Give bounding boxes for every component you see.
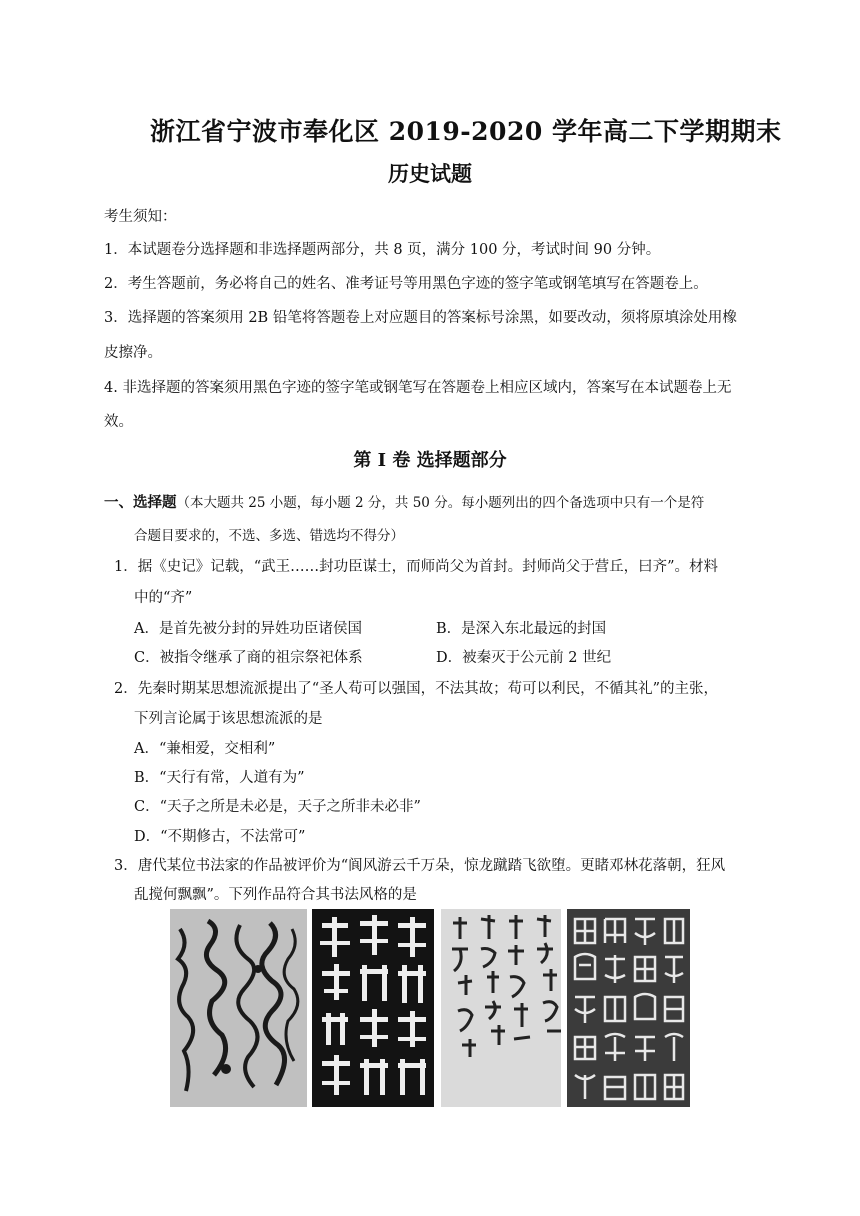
notice-item-2: 2．考生答题前，务必将自己的姓名、准考证号等用黑色字迹的签字笔或钢笔填写在答题卷上。 (104, 276, 708, 292)
notice-item-1: 1．本试题卷分选择题和非选择题两部分，共 8 页，满分 100 分，考试时间 90 分钟。 (104, 242, 661, 258)
q1-option-b: B．是深入东北最远的封国 (436, 621, 607, 637)
q2-option-d: D．“不期修古，不法常可” (134, 829, 306, 845)
notice-heading: 考生须知： (104, 209, 177, 225)
part-desc-1: （本大题共 25 小题，每小题 2 分，共 50 分。每小题列出的四个备选项中只有一个是符 (176, 495, 705, 511)
q2-stem-line-2: 下列言论属于该思想流派的是 (134, 711, 323, 727)
q1-stem-line-2: 中的“齐” (134, 590, 193, 606)
q1-stem-line-1: 1．据《史记》记载，“武王……封功臣谋士，而师尚父为首封。封师尚父于营丘，曰齐”。材料 (114, 559, 719, 575)
page-subtitle: 历史试题 (388, 161, 472, 186)
notice-item-3-cont: 皮擦净。 (104, 345, 162, 361)
notice-item-4: 4. 非选择题的答案须用黑色字迹的签字笔或钢笔写在答题卷上相应区域内，答案写在本试题卷上无 (104, 380, 732, 396)
q1-option-d: D．被秦灭于公元前 2 世纪 (436, 650, 612, 666)
q2-option-a: A．“兼相爱，交相利” (134, 741, 276, 757)
q3-stem-line-2: 乱搅何飘飘”。下列作品符合其书法风格的是 (134, 887, 417, 903)
notice-item-4-cont: 效。 (104, 414, 133, 430)
calligraphy-image-regular (312, 909, 434, 1107)
notice-item-3: 3．选择题的答案须用 2B 铅笔将答题卷上对应题目的答案标号涂黑，如要改动，须将原填涂处用橡 (104, 310, 737, 326)
calligraphy-image-cursive (170, 909, 307, 1107)
part-header (104, 491, 704, 512)
q2-stem-line-1: 2．先秦时期某思想流派提出了“圣人苟可以强国，不法其故；苟可以利民，不循其礼”的主张， (114, 681, 719, 697)
calligraphy-image-running (441, 909, 561, 1107)
q2-option-c: C．“天子之所是未必是，天子之所非未必非” (134, 799, 421, 815)
q3-stem-line-1: 3．唐代某位书法家的作品被评价为“阆风游云千万朵，惊龙蹴踏飞欲堕。更睹邓林花落朝，狂风 (114, 858, 726, 874)
section-title: 第 Ⅰ 卷 选择题部分 (353, 450, 507, 471)
q1-option-a: A．是首先被分封的异姓功臣诸侯国 (134, 621, 362, 637)
calligraphy-image-seal (567, 909, 690, 1107)
part-label: 一、选择题 (104, 494, 177, 511)
part-desc-2: 合题目要求的，不选、多选、错选均不得分） (134, 528, 404, 544)
q1-option-c: C．被指令继承了商的祖宗祭祀体系 (134, 650, 363, 666)
page-title: 浙江省宁波市奉化区 2019-2020 学年高二下学期期末 (150, 117, 782, 146)
q2-option-b: B．“天行有常，人道有为” (134, 770, 305, 786)
